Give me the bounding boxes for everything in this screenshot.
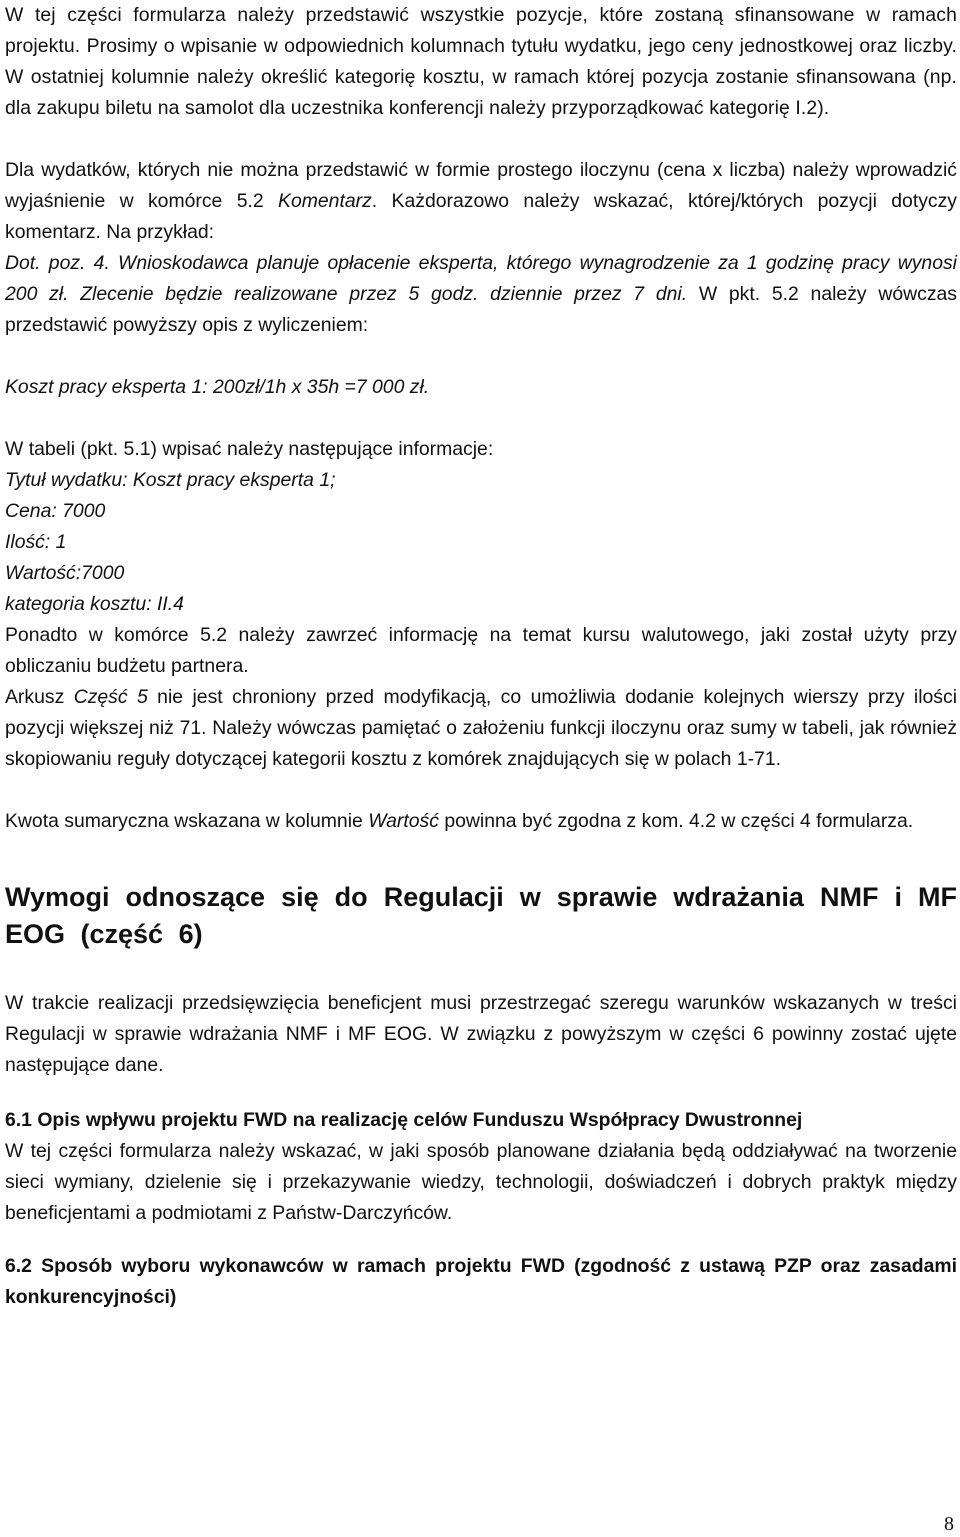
document-page xyxy=(5,0,957,1313)
table-line: Ilość: 1 xyxy=(5,531,67,553)
table-line: Wartość:7000 xyxy=(5,562,125,584)
subsection-text-6-1: W tej części formularza należy wskazać, w jaki sposób planowane działania będą oddziaływać na tworzenie sieci wymiany, dzielenie się i przekazywanie wiedzy, technologii, doświadczeń i dobrych praktyk między beneficjentami a podmiotami z Państw-Darczyńców. xyxy=(5,1140,957,1224)
sum-paragraph: Kwota sumaryczna wskazana w kolumnie Wartość powinna być zgodna z kom. 4.2 w części 4 formularza. xyxy=(5,810,914,832)
currency-paragraph: Ponadto w komórce 5.2 należy zawrzeć informację na temat kursu walutowego, jaki został użyty przy obliczaniu budżetu partnera. xyxy=(5,624,957,677)
section-paragraph: W trakcie realizacji przedsięwzięcia beneficjent musi przestrzegać szeregu warunków wskazanych w treści Regulacji w sprawie wdrażania NMF i MF EOG. W związku z powyższym w części 6 powinny zostać ujęte następujące dane. xyxy=(5,992,957,1076)
table-line: kategoria kosztu: II.4 xyxy=(5,593,184,615)
page-number: 8 xyxy=(944,1513,954,1535)
subsection-heading-6-1: 6.1 Opis wpływu projektu FWD na realizację celów Funduszu Współpracy Dwustronnej xyxy=(5,1109,803,1131)
table-intro: W tabeli (pkt. 5.1) wpisać należy następujące informacje: xyxy=(5,438,494,460)
example-paragraph: Dot. poz. 4. Wnioskodawca planuje opłacenie eksperta, którego wynagrodzenie za 1 godzinę pracy wynosi 200 zł. Zlecenie będzie realizowane przez 5 godz. dziennie przez 7 dni. W pkt. 5.2 należy wówczas przedstawić powyższy opis z wyliczeniem: xyxy=(5,252,957,336)
sheet-paragraph: Arkusz Część 5 nie jest chroniony przed modyfikacją, co umożliwia dodanie kolejnych wierszy przy ilości pozycji większej niż 71. Należy wówczas pamiętać o założeniu funkcji iloczynu oraz sumy w tabeli, jak również skopiowaniu reguły dotyczącej kategorii kosztu z komórek znajdujących się w polach 1-71. xyxy=(5,686,958,770)
comment-paragraph: Dla wydatków, których nie można przedstawić w formie prostego iloczynu (cena x liczba) należy wprowadzić wyjaśnienie w komórce 5.2 Komentarz. Każdorazowo należy wskazać, której/których pozycji dotyczy komentarz. Na przykład: xyxy=(5,159,957,243)
intro-paragraph: W tej części formularza należy przedstawić wszystkie pozycje, które zostaną sfinansowane w ramach projektu. Prosimy o wpisanie w odpowiednich kolumnach tytułu wydatku, jego ceny jednostkowej oraz liczby. W ostatniej kolumnie należy określić kategorię kosztu, w ramach której pozycja zostanie sfinansowana (np. dla zakupu biletu na samolot dla uczestnika konferencji należy przyporządkować kategorię I.2). xyxy=(5,4,957,119)
calculation-line: Koszt pracy eksperta 1: 200zł/1h x 35h =7 000 zł. xyxy=(5,376,430,398)
table-line: Cena: 7000 xyxy=(5,500,106,522)
subsection-heading-6-2: 6.2 Sposób wyboru wykonawców w ramach projektu FWD (zgodność z ustawą PZP oraz zasadami konkurencyjności) xyxy=(5,1255,957,1308)
section-heading: Wymogi odnoszące się do Regulacji w sprawie wdrażania NMF i MF EOG (część 6) xyxy=(5,882,957,949)
table-line: Tytuł wydatku: Koszt pracy eksperta 1; xyxy=(5,469,336,491)
